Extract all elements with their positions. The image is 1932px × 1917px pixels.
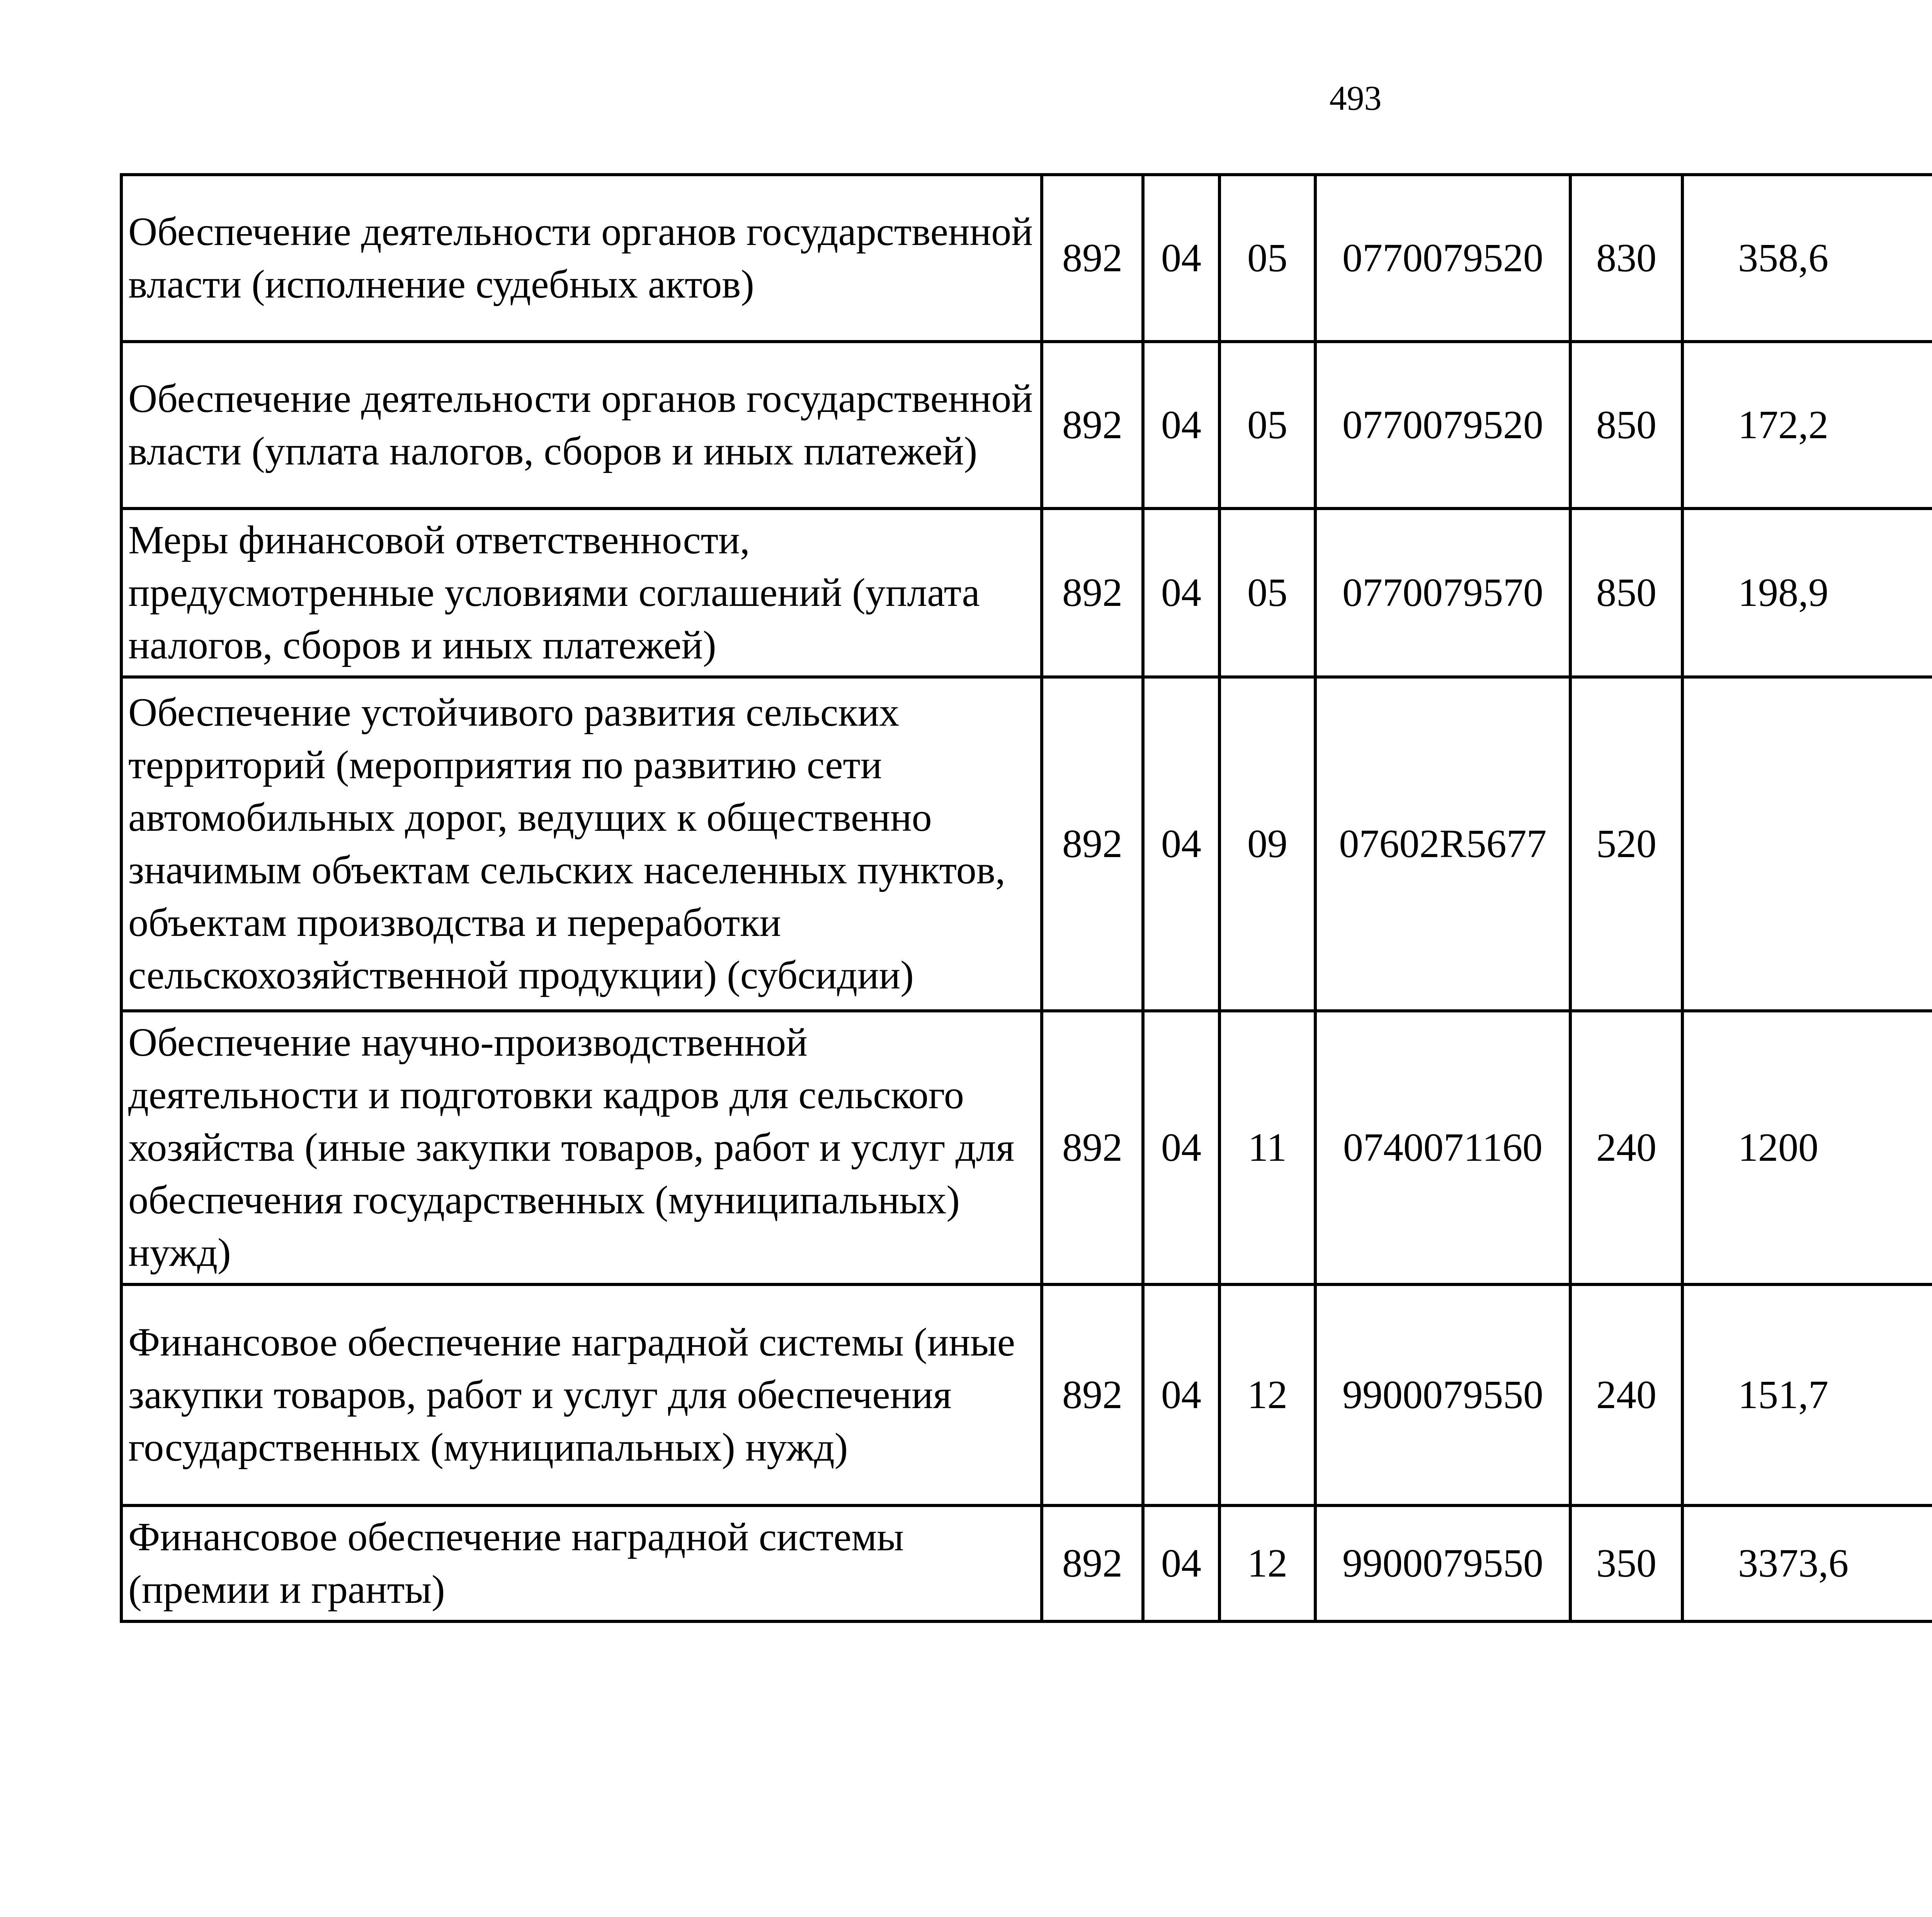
- amount-year-1: 1200: [1682, 1011, 1932, 1284]
- ministry-code: 892: [1042, 175, 1143, 342]
- ministry-code: 892: [1042, 1011, 1143, 1284]
- expense-type-code: 350: [1570, 1505, 1682, 1621]
- section-code: 04: [1143, 175, 1219, 342]
- row-description: Финансовое обеспечение наградной системы (премии и гранты): [121, 1505, 1042, 1621]
- row-description: Обеспечение деятельности органов государственной власти (уплата налогов, сборов и иных платежей): [121, 342, 1042, 509]
- section-code: 04: [1143, 677, 1219, 1011]
- section-code: 04: [1143, 1284, 1219, 1505]
- budget-table-body: [121, 175, 1932, 1621]
- target-article-code: 07602R5677: [1315, 677, 1570, 1011]
- amount-year-1: 358,6: [1682, 175, 1932, 342]
- expense-type-code: 520: [1570, 677, 1682, 1011]
- expense-type-code: 850: [1570, 509, 1682, 677]
- table-row: [121, 175, 1932, 342]
- subsection-code: 09: [1219, 677, 1315, 1011]
- subsection-code: 05: [1219, 175, 1315, 342]
- ministry-code: 892: [1042, 1505, 1143, 1621]
- section-code: 04: [1143, 342, 1219, 509]
- ministry-code: 892: [1042, 677, 1143, 1011]
- target-article-code: 9900079550: [1315, 1284, 1570, 1505]
- amount-year-1: 151,7: [1682, 1284, 1932, 1505]
- section-code: 04: [1143, 1011, 1219, 1284]
- expense-type-code: 830: [1570, 175, 1682, 342]
- section-code: 04: [1143, 509, 1219, 677]
- subsection-code: 05: [1219, 509, 1315, 677]
- expense-type-code: 240: [1570, 1284, 1682, 1505]
- row-description: Финансовое обеспечение наградной системы (иные закупки товаров, работ и услуг для обеспечения государственных (муниципальных) нужд): [121, 1284, 1042, 1505]
- section-code: 04: [1143, 1505, 1219, 1621]
- amount-year-1: 198,9: [1682, 509, 1932, 677]
- expense-type-code: 850: [1570, 342, 1682, 509]
- subsection-code: 12: [1219, 1284, 1315, 1505]
- table-row: [121, 1011, 1932, 1284]
- target-article-code: 0770079520: [1315, 175, 1570, 342]
- table-row: [121, 1505, 1932, 1621]
- table-row: [121, 1284, 1932, 1505]
- subsection-code: 12: [1219, 1505, 1315, 1621]
- amount-year-1: 3373,6: [1682, 1505, 1932, 1621]
- subsection-code: 11: [1219, 1011, 1315, 1284]
- row-description: Обеспечение научно-производственной деятельности и подготовки кадров для сельского хозяйства (иные закупки товаров, работ и услуг для обеспечения государственных (муниципальных) нужд): [121, 1011, 1042, 1284]
- row-description: Обеспечение устойчивого развития сельских территорий (мероприятия по развитию сети автомобильных дорог, ведущих к общественно значимым объектам сельских населенных пунктов, объектам производства и переработки сельскохозяйственной продукции) (субсидии): [121, 677, 1042, 1011]
- target-article-code: 0770079570: [1315, 509, 1570, 677]
- amount-year-1: 172,2: [1682, 342, 1932, 509]
- table-row: [121, 509, 1932, 677]
- ministry-code: 892: [1042, 1284, 1143, 1505]
- expense-type-code: 240: [1570, 1011, 1682, 1284]
- ministry-code: 892: [1042, 509, 1143, 677]
- table-row: [121, 677, 1932, 1011]
- table-row: [121, 342, 1932, 509]
- page-number: 493: [1329, 79, 1382, 117]
- target-article-code: 9900079550: [1315, 1505, 1570, 1621]
- budget-table: [120, 173, 1932, 1623]
- ministry-code: 892: [1042, 342, 1143, 509]
- target-article-code: 0770079520: [1315, 342, 1570, 509]
- subsection-code: 05: [1219, 342, 1315, 509]
- row-description: Обеспечение деятельности органов государственной власти (исполнение судебных актов): [121, 175, 1042, 342]
- amount-year-1: [1682, 677, 1932, 1011]
- row-description: Меры финансовой ответственности, предусмотренные условиями соглашений (уплата налогов, сборов и иных платежей): [121, 509, 1042, 677]
- target-article-code: 0740071160: [1315, 1011, 1570, 1284]
